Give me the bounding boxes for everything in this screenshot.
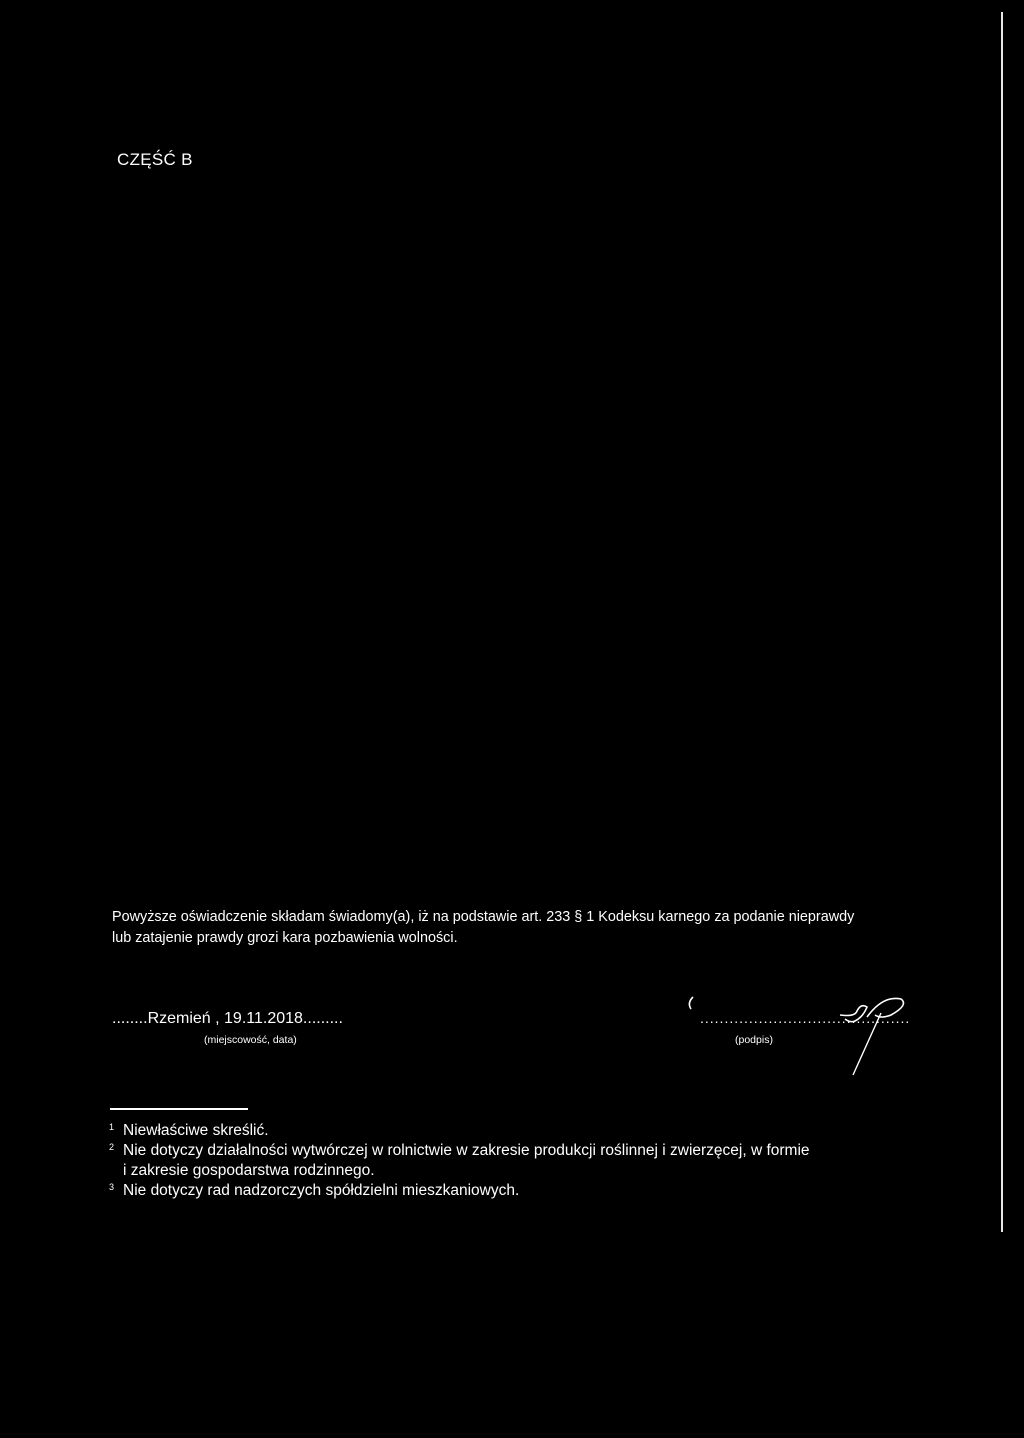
- signature-line: ...........................................: [700, 1010, 911, 1026]
- section-title: CZĘŚĆ B: [117, 150, 193, 169]
- footnote-text-continued: i zakresie gospodarstwa rodzinnego.: [123, 1162, 375, 1179]
- footnote-mark: 3: [109, 1182, 115, 1192]
- place-date-caption: (miejscowość, data): [204, 1034, 297, 1046]
- signature-caption: (podpis): [735, 1034, 773, 1046]
- footnote-mark: 2: [109, 1142, 115, 1152]
- statement-paragraph: [112, 907, 912, 949]
- handwritten-signature: [685, 995, 915, 1085]
- footnote-text: Nie dotyczy działalności wytwórczej w rolnictwie w zakresie produkcji roślinnej i zwierzęcej, w formie: [123, 1142, 810, 1159]
- footnote-separator: [110, 1108, 248, 1110]
- place-date-value: ........Rzemień , 19.11.2018.........: [112, 1010, 343, 1027]
- statement-line: lub zatajenie prawdy grozi kara pozbawienia wolności.: [112, 930, 458, 946]
- footnote-3: [109, 1181, 909, 1201]
- footnote-1: [109, 1121, 909, 1141]
- footnote-mark: 1: [109, 1122, 115, 1132]
- footnote-2: [109, 1141, 909, 1181]
- statement-line: Powyższe oświadczenie składam świadomy(a), iż na podstawie art. 233 § 1 Kodeksu karnego za podanie nieprawdy: [112, 909, 855, 925]
- footnote-text: Nie dotyczy rad nadzorczych spółdzielni mieszkaniowych.: [123, 1182, 520, 1199]
- footnotes: [109, 1121, 909, 1201]
- footnote-text: Niewłaściwe skreślić.: [123, 1122, 269, 1139]
- page-edge-line: [1001, 12, 1003, 1232]
